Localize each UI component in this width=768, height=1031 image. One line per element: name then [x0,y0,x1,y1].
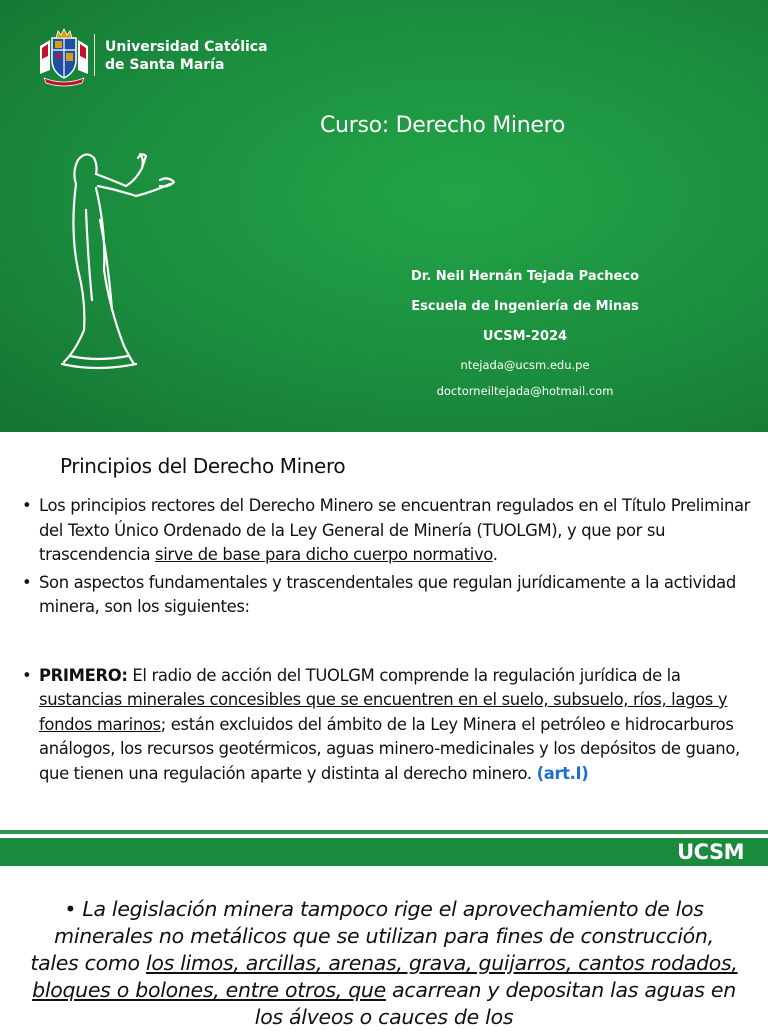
footer-bar [0,838,768,866]
university-name-line2: de Santa María [105,57,225,73]
bullet-underlined-text: sirve de base para dicho cuerpo normativo [155,545,493,564]
course-year: UCSM-2024 [482,329,568,344]
bullet-underlined-text: sustancias minerales concesibles que se encuentren en el suelo, subsuelo, ríos, lagos y fondos marinos [39,690,728,734]
bullet-first-principle [18,664,756,787]
email-primary[interactable]: ntejada@ucsm.edu.pe [460,358,590,372]
logo-divider [94,34,95,76]
title-slide [0,0,768,432]
presenter-info [385,262,665,404]
footer-divider [0,830,768,834]
body-underlined-text: los limos, arcillas, arenas, grava, guijarros, cantos rodados, bloques o bolones, entre otros, que [32,951,738,1002]
email-secondary[interactable]: doctorneiltejada@hotmail.com [436,384,614,398]
article-reference-link[interactable]: (art.I) [536,763,589,783]
university-crest-icon [36,26,92,86]
bullet-label: PRIMERO: [39,665,128,685]
legislation-slide [0,866,768,1029]
bullet-text: Los principios rectores del Derecho Minero se encuentran regulados en el Título Preliminar del Texto Único Ordenado de la Ley General de Minería (TUOLGM), y que por su trascendencia [39,496,751,564]
bullet-text-end: . [492,545,498,564]
course-title: Curso: Derecho Minero [320,113,566,138]
bullet-mark: • [64,897,77,921]
university-name-line1: Universidad Católica [105,39,268,55]
university-name [105,38,268,74]
slide-title: Principios del Derecho Minero [60,454,346,478]
principles-slide [0,432,768,864]
bullet-text-continued: ; están excluidos del ámbito de la Ley Minera el petróleo e hidrocarburos análogos, los recursos geotérmicos, aguas minero-medicinales y los depósitos de guano, que tienen una regulación aparte y distinta al derecho minero. [39,714,740,783]
body-text: La legislación minera tampoco rige el aprovechamiento de los minerales no metálicos que se utilizan para fines de construcción, tales como [30,897,714,975]
slide-body [18,494,756,786]
virgin-statue-icon [56,150,181,375]
ucsm-footer-logo: UCSM [677,840,744,864]
school-name: Escuela de Ingeniería de Minas [411,299,639,314]
bullet-text: Son aspectos fundamentales y trascendentales que regulan jurídicamente a la actividad minera, son los siguientes: [39,572,736,616]
bullet-fundamental-aspects [18,571,756,620]
professor-name: Dr. Neil Hernán Tejada Pacheco [410,269,640,284]
body-text-continued: acarrean y depositan las aguas en los álveos o cauces de los [254,978,736,1029]
bullet-text: El radio de acción del TUOLGM comprende la regulación jurídica de la [127,665,681,685]
slide-body [30,896,738,1031]
bullet-principles-regulation [18,494,756,568]
